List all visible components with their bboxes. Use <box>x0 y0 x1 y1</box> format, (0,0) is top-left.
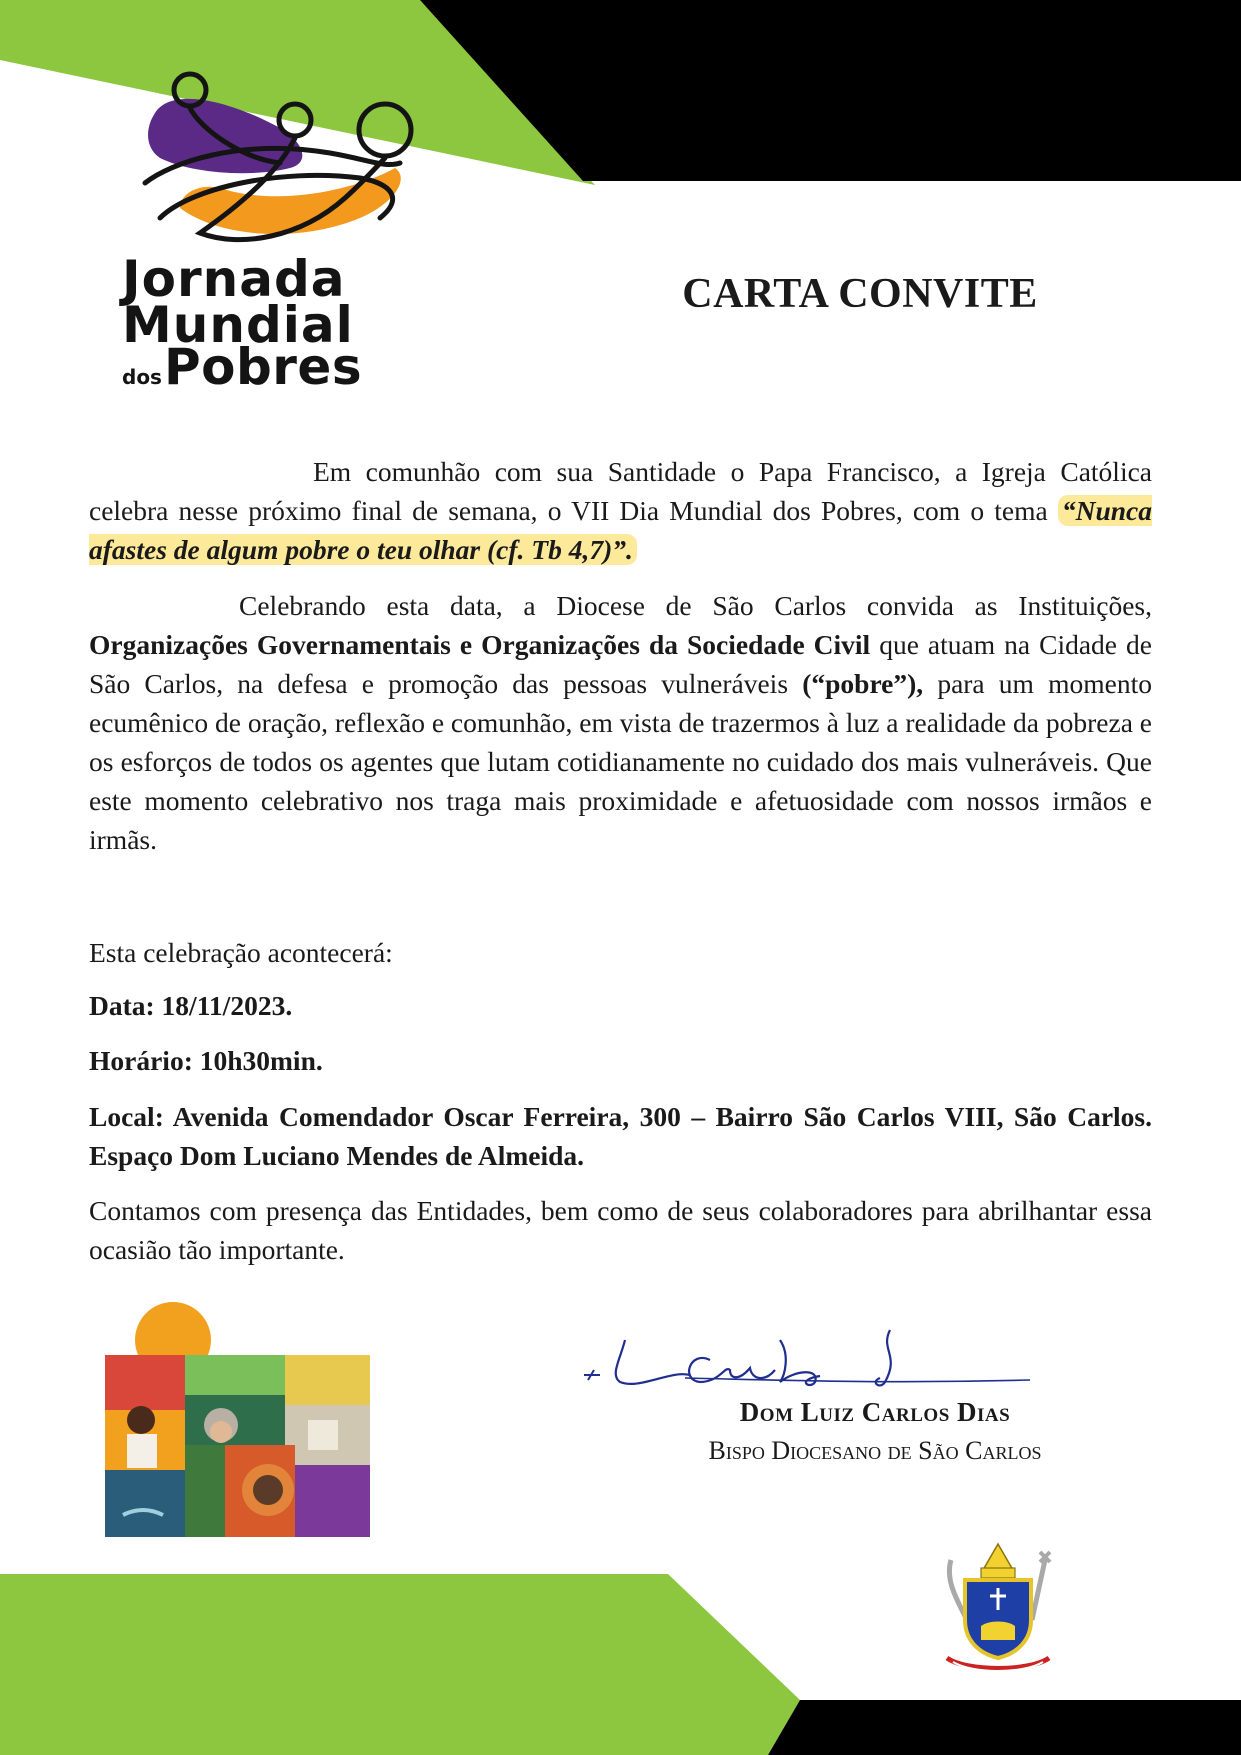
logo-line-3-big: Pobres <box>163 338 363 396</box>
theme-highlight: “Nunca afastes de algum pobre o teu olhar (cf. Tb 4,7)”. <box>89 495 1152 565</box>
logo-wordmark <box>122 250 363 396</box>
paragraph-2 <box>89 586 1152 859</box>
paragraph-2-text-c: para um momento ecumênico de oração, reflexão e comunhão, em vista de trazermos à luz a realidade da pobreza e os esforços de todos os agentes que lutam cotidianamente no cuidado dos mais vulneráveis. Que este momento celebrativo nos traga mais proximidade e afetuosidade com nossos irmãos e irmãs. <box>89 668 1152 855</box>
closing-paragraph: Contamos com presença das Entidades, bem como de seus colaboradores para abrilhantar essa ocasião tão importante. <box>89 1195 1152 1265</box>
logo-line-3-small: dos <box>122 365 162 389</box>
logo-line-1: Jornada <box>122 250 346 308</box>
paragraph-2-orgs: Organizações Governamentais e Organizações da Sociedade Civil <box>89 629 871 660</box>
artwork-collage-icon <box>103 1300 373 1540</box>
paragraph-1-text: Em comunhão com sua Santidade o Papa Francisco, a Igreja Católica celebra nesse próximo final de semana, o VII Dia Mundial dos Pobres, com o tema <box>89 456 1152 526</box>
logo-line-3 <box>122 338 363 396</box>
signatory-role: Bispo Diocesano de São Carlos <box>708 1436 1042 1465</box>
paragraph-2-text-b: que atuam na Cidade de São Carlos, na defesa e promoção das pessoas vulneráveis <box>89 629 1152 699</box>
diocese-coat-of-arms-icon <box>937 1540 1059 1680</box>
paragraph-1 <box>89 452 1152 569</box>
logo-line-2: Mundial <box>122 296 354 354</box>
logo-figures-icon <box>130 68 430 263</box>
signature-icon <box>580 1320 1040 1400</box>
bottom-left-green-band <box>0 1574 800 1755</box>
page-title: CARTA CONVITE <box>682 271 1038 317</box>
event-intro: Esta celebração acontecerá: <box>89 937 393 968</box>
event-date: Data: 18/11/2023. <box>89 990 293 1021</box>
event-time: Horário: 10h30min. <box>89 1045 323 1076</box>
bottom-right-black-band <box>768 1700 1241 1755</box>
paragraph-2-text-a: Celebrando esta data, a Diocese de São Carlos convida as Instituições, <box>239 590 1152 621</box>
event-location: Local: Avenida Comendador Oscar Ferreira, 300 – Bairro São Carlos VIII, São Carlos. Espaço Dom Luciano Mendes de Almeida. <box>89 1101 1152 1171</box>
paragraph-2-pobre: (“pobre”), <box>802 668 924 699</box>
signatory-name: Dom Luiz Carlos Dias <box>739 1397 1011 1427</box>
